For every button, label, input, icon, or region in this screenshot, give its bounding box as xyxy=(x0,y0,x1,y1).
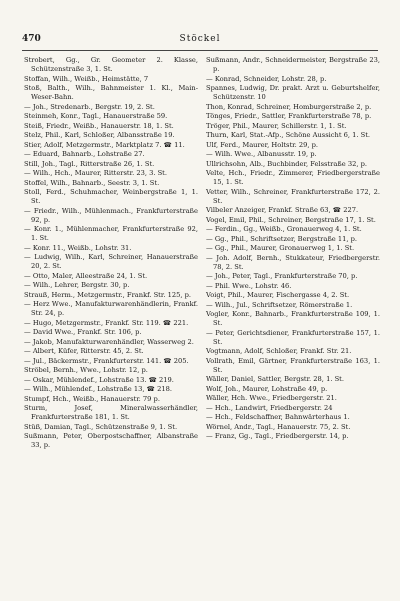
directory-entry: Stoß, Balth., Wilh., Bahnmeister 1. Kl., Main-Weser-Bahn. xyxy=(24,84,198,102)
directory-entry: Stoll, Ferd., Schuhmacher, Weinbergstraße 1, 1. St. xyxy=(24,188,198,206)
directory-entry: Ströbel, Bernh., Wwe., Lohstr. 12, p. xyxy=(24,366,148,375)
directory-entry: Stoffel, Wilh., Bahnarb., Seestr. 3, 1. St. xyxy=(24,178,160,187)
directory-entry: Vogel, Emil, Phil., Schreiner, Bergstraße 17, 1. St. xyxy=(206,215,376,224)
directory-entry: — Wilh. Wwe., Albanusstr. 19, p. xyxy=(206,150,317,159)
directory-entry: — Konrad, Schneider, Lohstr. 28, p. xyxy=(206,74,327,83)
directory-entry: — Jakob, Manufakturwarenhändler, Wasserweg 2. xyxy=(24,337,194,346)
directory-entry: Stelz, Phil., Karl, Schloßer, Albansstraße 19. xyxy=(24,131,175,140)
directory-entry: Sußmann, Peter, Oberpostschaffner, Albanstraße 33, p. xyxy=(24,432,198,450)
directory-entry: — Franz, Gg., Tagl., Friedbergerstr. 14, p. xyxy=(206,432,349,441)
directory-entry: — Herz Wwe., Manufakturwarenhändlerin, Frankf. Str. 24, p. xyxy=(24,300,198,318)
right-column xyxy=(206,56,380,442)
directory-entry: Strauß, Herm., Metzgermstr., Frankf. Str. 125, p. xyxy=(24,290,192,299)
directory-entry: — Wilh., Lehrer, Bergstr. 30, p. xyxy=(24,281,130,290)
directory-entry: Wörnel, Andr., Tagl., Hanauerstr. 75, 2. St. xyxy=(206,422,351,431)
directory-entry: Thon, Konrad, Schreiner, Homburgerstraße 2, p. xyxy=(206,102,372,111)
directory-entry: Voigt, Phil., Maurer, Fischergasse 4, 2. St. xyxy=(206,291,350,300)
directory-entry: — Ferdin., Gg., Weißb., Gronauerweg 4, 1. St. xyxy=(206,225,362,234)
directory-entry: — Oskar, Mühlendef., Lohstraße 13. ☎ 219. xyxy=(24,375,174,384)
directory-entry: — Hch., Landwirt, Friedbergerstr. 24 xyxy=(206,403,333,412)
directory-entry: — David Wwe., Frankf. Str. 106, p. xyxy=(24,328,142,337)
directory-entry: — Jul., Bäckermstr., Frankfurterstr. 141. ☎ 205. xyxy=(24,356,189,365)
page-number: 470 xyxy=(22,34,41,44)
directory-entry: Sturm, Josef, Mineralwasserhändler, Frankfurterstraße 181, 1. St. xyxy=(24,404,198,422)
directory-entry: — Peter, Gerichtsdiener, Frankfurterstraße 157, 1. St. xyxy=(206,328,380,346)
page-header xyxy=(22,34,378,48)
directory-entry: — Eduard, Bahnarb., Lohstraße 27. xyxy=(24,150,145,159)
directory-entry: — Albert, Küfer, Ritterstr. 45, 2. St. xyxy=(24,347,144,356)
directory-entry: — Konr. 1., Mühlenmacher, Frankfurterstraße 92, 1. St. xyxy=(24,225,198,243)
header-rule xyxy=(22,50,378,51)
directory-entry: Velte, Hch., Friedr., Zimmerer, Friedbergerstraße 15, 1. St. xyxy=(206,169,380,187)
directory-entry: Sußmann, Andr., Schneidermeister, Bergstraße 23, p. xyxy=(206,56,380,74)
directory-entry: — Wilh., Jul., Schriftsetzer, Römerstraße 1. xyxy=(206,300,353,309)
directory-entry: — Joh. Adolf, Bernh., Stukkateur, Friedbergerstr. 78, 2. St. xyxy=(206,253,380,271)
directory-entry: Vogtmann, Adolf, Schloßer, Frankf. Str. 21. xyxy=(206,347,352,356)
directory-entry: — Ludwig, Wilh., Karl, Schreiner, Hanauerstraße 20, 2. St. xyxy=(24,253,198,271)
directory-entry: — Hugo, Metzgermstr., Frankf. Str. 119. ☎ 221. xyxy=(24,318,189,327)
directory-entry: Wolf, Joh., Maurer, Lohstraße 49, p. xyxy=(206,384,328,393)
directory-entry: Steinmeh, Konr., Tagl., Hanauerstraße 59. xyxy=(24,112,168,121)
directory-entry: Steiß, Friedr., Weißb., Hanauerstr. 18, 1. St. xyxy=(24,121,174,130)
directory-entry: Ulf, Ferd., Maurer, Holtstr. 29, p. xyxy=(206,140,319,149)
directory-entry: — Joh., Peter, Tagl., Frankfurterstraße 70, p. xyxy=(206,272,358,281)
left-column xyxy=(24,56,198,451)
directory-entry: Ullrichsohn, Alb., Buchbinder, Felsstraße 32, p. xyxy=(206,159,368,168)
directory-entry: Wäller, Hch. Wwe., Friedbergerstr. 21. xyxy=(206,394,337,403)
directory-entry: — Friedr., Wilh., Mühlenmach., Frankfurterstraße 92, p. xyxy=(24,206,198,224)
directory-entry: Still, Joh., Tagl., Ritterstraße 26, 1. St. xyxy=(24,159,155,168)
directory-entry: Wäller, Daniel, Sattler, Bergstr. 28, 1. St. xyxy=(206,375,344,384)
directory-entry: Strobert, Gg., Gr. Geometer 2. Klasse, Schützenstraße 3, 1. St. xyxy=(24,56,198,74)
directory-entry: — Joh., Stredenarb., Bergstr. 19, 2. St. xyxy=(24,102,155,111)
directory-entry: — Gg., Phil., Schriftsetzer, Bergstraße 11, p. xyxy=(206,234,358,243)
directory-entry: Vetter, Wilh., Schreiner, Frankfurterstraße 172, 2. St. xyxy=(206,187,380,205)
page-title: Stöckel xyxy=(179,34,221,44)
directory-entry: — Konr. 11., Weißb., Lohstr. 31. xyxy=(24,243,132,252)
directory-entry: Stier, Adolf, Metzgermstr., Marktplatz 7. ☎ 11. xyxy=(24,140,185,149)
directory-entry: Spannes, Ludwig, Dr. prakt. Arzt u. Geburtshelfer, Schützenstr. 10 xyxy=(206,84,380,102)
directory-entry: — Gg., Phil., Maurer, Gronauerweg 1, 1. St. xyxy=(206,244,355,253)
directory-entry: Stumpf, Hch., Weißb., Hanauerstr. 79 p. xyxy=(24,394,160,403)
directory-entry: Stüß, Damian, Tagl., Schützenstraße 9, 1. St. xyxy=(24,422,178,431)
directory-entry: Vilbeler Anzeiger, Frankf. Straße 63, ☎ 227. xyxy=(206,206,359,215)
directory-entry: Vogler, Konr., Bahnarb., Frankfurterstraße 109, 1. St. xyxy=(206,310,380,328)
directory-entry: — Hch., Feldschaffner, Bahnwärterhaus 1. xyxy=(206,413,350,422)
directory-entry: — Otto, Maler, Alleestraße 24, 1. St. xyxy=(24,271,148,280)
directory-entry: — Phil. Wwe., Lohstr. 46. xyxy=(206,281,292,290)
directory-entry: Tönges, Friedr., Sattler, Frankfurterstraße 78, p. xyxy=(206,112,372,121)
directory-entry: Thurn, Karl, Stat.-Afp., Schöne Aussicht 6, 1. St. xyxy=(206,131,371,140)
directory-entry: — Wilh., Hch., Maurer, Ritterstr. 23, 3. St. xyxy=(24,169,167,178)
directory-entry: Tröger, Phil., Maurer, Schillerstr. 1, 1. St. xyxy=(206,121,347,130)
directory-entry: — Wilh., Mühlendef., Lohstraße 13, ☎ 218. xyxy=(24,385,172,394)
directory-entry: Stoffan, Wilh., Weißb., Heimstätte, 7 xyxy=(24,74,149,83)
directory-entry: Vollrath, Emil, Gärtner, Frankfurterstraße 163, 1. St. xyxy=(206,356,380,374)
